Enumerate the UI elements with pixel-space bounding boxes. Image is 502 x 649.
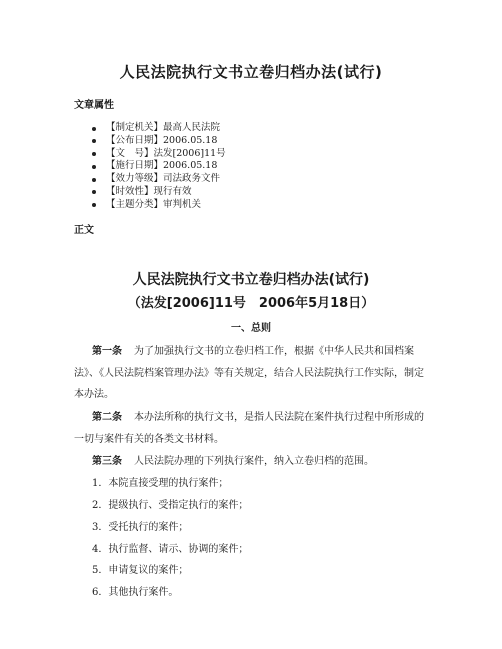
- body-heading: 正文: [74, 225, 94, 236]
- attributes-list: [92, 122, 226, 212]
- chapter-heading: 一、总则: [231, 323, 271, 334]
- article-number: 第一条: [92, 346, 122, 357]
- bullet-icon: [92, 178, 96, 182]
- list-item: 1．本院直接受理的执行案件；: [92, 478, 229, 489]
- list-item: 6．其他执行案件。: [92, 587, 179, 598]
- bullet-icon: [92, 165, 96, 169]
- list-item: 4．执行监督、请示、协调的案件；: [92, 544, 249, 555]
- article-number: 第三条: [92, 456, 122, 467]
- article-text: 为了加强执行文书的立卷归档工作，根据《中华人民共和国档案: [134, 346, 414, 357]
- law-title: 人民法院执行文书立卷归档办法(试行): [132, 272, 370, 288]
- attributes-heading: 文章属性: [74, 100, 114, 111]
- attribute-item: 【文 号】法发[2006]11号: [92, 148, 226, 161]
- article-1: [92, 342, 414, 357]
- attribute-item: 【效力等级】司法政务文件: [92, 173, 226, 186]
- bullet-icon: [92, 190, 96, 194]
- law-subtitle: （法发[2006]11号 2006年5月18日）: [127, 296, 375, 311]
- attribute-item: 【时效性】现行有效: [92, 186, 226, 199]
- article-text: 一切与案件有关的各类文书材料。: [74, 434, 224, 445]
- article-3: [92, 452, 374, 467]
- attribute-item: 【制定机关】最高人民法院: [92, 122, 226, 135]
- attribute-item: 【施行日期】2006.05.18: [92, 160, 226, 173]
- article-text: 人民法院办理的下列执行案件，纳入立卷归档的范围。: [134, 456, 374, 467]
- list-item: 2．提级执行、受指定执行的案件；: [92, 500, 249, 511]
- attribute-item: 【公布日期】2006.05.18: [92, 135, 226, 148]
- bullet-icon: [92, 152, 96, 156]
- article-2: [92, 408, 424, 423]
- article-text: 本办法所称的执行文书，是指人民法院在案件执行过程中所形成的: [134, 412, 424, 423]
- article-text: 法》、《人民法院档案管理办法》等有关规定，结合人民法院执行工作实际，制定: [74, 368, 424, 379]
- article-number: 第二条: [92, 412, 122, 423]
- bullet-icon: [92, 127, 96, 131]
- article-text: 本办法。: [74, 389, 114, 400]
- document-title: 人民法院执行文书立卷归档办法(试行): [119, 63, 383, 81]
- list-item: 5．申请复议的案件；: [92, 565, 189, 576]
- list-item: 3．受托执行的案件；: [92, 522, 189, 533]
- bullet-icon: [92, 203, 96, 207]
- bullet-icon: [92, 139, 96, 143]
- attribute-item: 【主题分类】审判机关: [92, 199, 226, 212]
